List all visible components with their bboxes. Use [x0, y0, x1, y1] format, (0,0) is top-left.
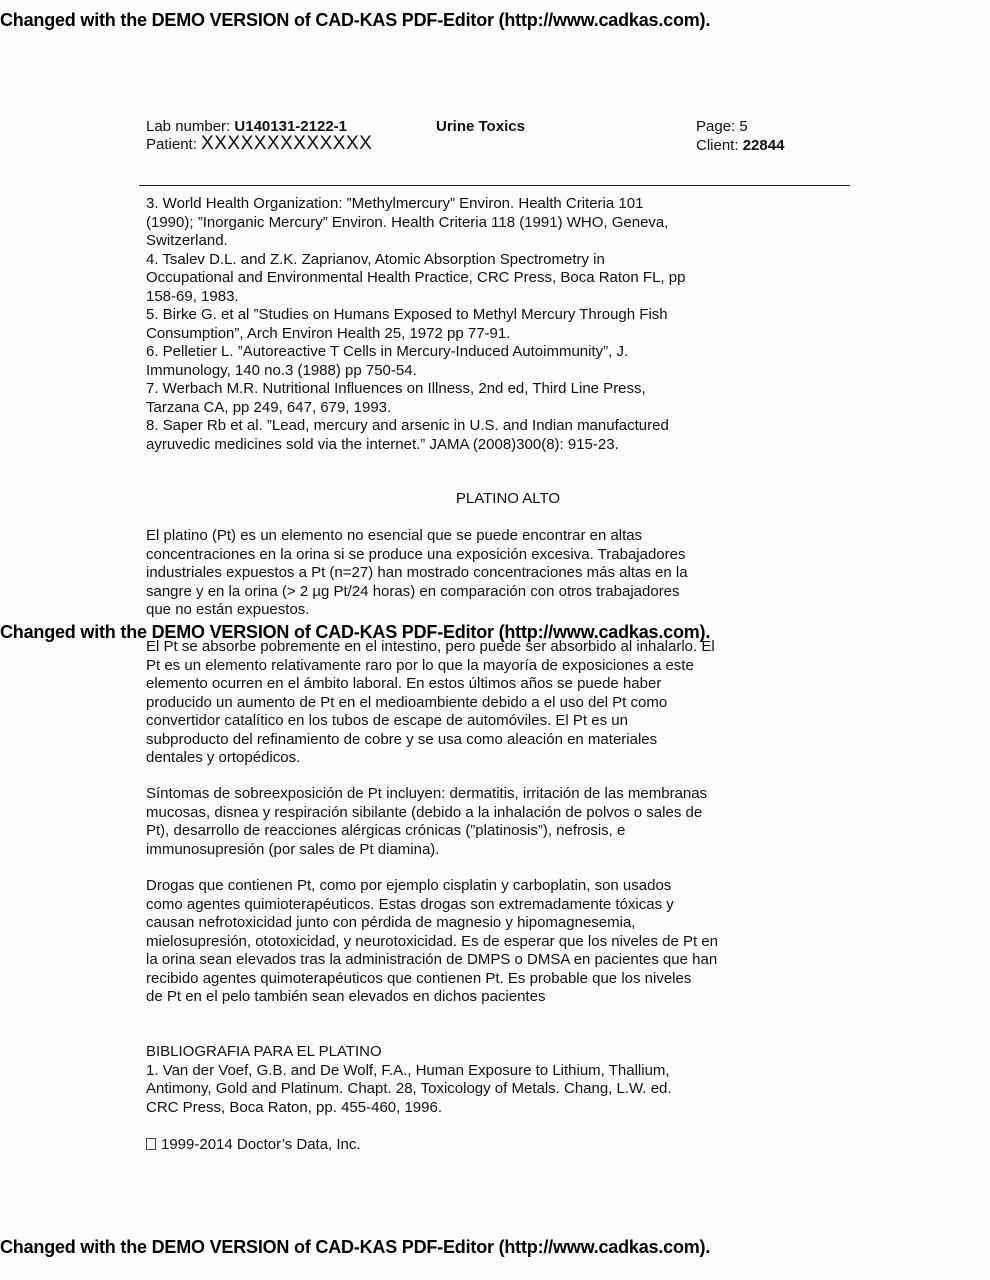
text-line: elemento ocurren en el ámbito laboral. En estos últimos años se puede haber	[146, 675, 662, 692]
text-line: subproducto del refinamiento de cobre y se usa como aleación en materiales	[146, 730, 658, 748]
client-value: 22844	[742, 137, 785, 154]
reference-line: Immunology, 140 no.3 (1988) pp 750-54.	[146, 361, 417, 379]
reference-line: Tarzana CA, pp 249, 647, 679, 1993.	[146, 398, 392, 416]
text-line: El Pt se absorbe pobremente en el intestino, pero puede ser absorbido al inhalarlo. El	[146, 638, 715, 655]
text-line: que no están expuestos.	[146, 601, 310, 618]
page-value: 5	[739, 118, 748, 135]
paragraph-absorption	[146, 638, 766, 768]
paragraph-intro	[146, 527, 766, 620]
reference-item	[146, 380, 766, 417]
text-line: la orina sean elevados tras la administración de DMPS o DMSA en pacientes que han	[146, 951, 718, 968]
bibliography-line: Antimony, Gold and Platinum. Chapt. 28, Toxicology of Metals. Chang, L.W. ed.	[146, 1080, 672, 1097]
reference-line: Consumption”, Arch Environ Health 25, 1972 pp 77-91.	[146, 324, 511, 342]
text-line: como agentes quimioterapéuticos. Estas drogas son extremadamente tóxicas y	[146, 895, 674, 913]
client	[696, 136, 784, 155]
reference-line: ayruvedic medicines sold via the internet.” JAMA (2008)300(8): 915-23.	[146, 435, 619, 453]
text-line: sangre y en la orina (> 2 µg Pt/24 horas) en comparación con otros trabajadores	[146, 582, 680, 600]
copyright-notice	[146, 1136, 361, 1155]
reference-item	[146, 343, 766, 380]
copyright-symbol-icon	[146, 1138, 156, 1150]
text-line: El platino (Pt) es un elemento no esencial que se puede encontrar en altas	[146, 527, 643, 544]
text-line: producido un aumento de Pt en el medioambiente debido a el uso del Pt como	[146, 693, 668, 711]
demo-watermark-top: Changed with the DEMO VERSION of CAD-KAS PDF-Editor (http://www.cadkas.com).	[0, 10, 711, 30]
demo-watermark-bottom: Changed with the DEMO VERSION of CAD-KAS PDF-Editor (http://www.cadkas.com).	[0, 1237, 711, 1257]
patient	[146, 134, 372, 154]
reference-line: 3. World Health Organization: ”Methylmercury” Environ. Health Criteria 101	[146, 195, 644, 212]
text-line: mielosupresión, ototoxicidad, y neurotoxicidad. Es de esperar que los niveles de Pt en	[146, 932, 718, 950]
report-title	[436, 117, 525, 136]
reference-line: 7. Werbach M.R. Nutritional Influences on Illness, 2nd ed, Third Line Press,	[146, 380, 646, 397]
text-line: mucosas, disnea y respiración sibilante (debido a la inhalación de polvos o sales de	[146, 803, 703, 821]
lab-number-label: Lab number:	[146, 118, 231, 135]
text-line: immunosupresión (por sales de Pt diamina).	[146, 840, 440, 858]
text-line: industriales expuestos a Pt (n=27) han mostrado concentraciones más altas en la	[146, 564, 688, 581]
bibliography-line: CRC Press, Boca Raton, pp. 455-460, 1996.	[146, 1098, 443, 1116]
reference-line: 5. Birke G. et al ”Studies on Humans Exposed to Methyl Mercury Through Fish	[146, 306, 668, 323]
text-line: Pt es un elemento relativamente raro por lo que la mayoría de exposiciones a este	[146, 656, 694, 674]
reference-line: 4. Tsalev D.L. and Z.K. Zaprianov, Atomic Absorption Spectrometry in	[146, 250, 605, 268]
text-line: de Pt en el pelo también sean elevados en dichos pacientes	[146, 988, 546, 1005]
header-divider	[139, 185, 850, 186]
lab-number-value: U140131-2122-1	[234, 118, 347, 135]
text-line: causan nefrotoxicidad junto con pérdida de magnesio y hipomagnesemia,	[146, 914, 636, 931]
reference-line: 158-69, 1983.	[146, 287, 239, 305]
page-label: Page:	[696, 118, 736, 135]
page-number	[696, 117, 748, 136]
client-label: Client:	[696, 137, 739, 154]
reference-line: (1990); ”Inorganic Mercury” Environ. Health Criteria 118 (1991) WHO, Geneva,	[146, 213, 669, 231]
reference-line: 8. Saper Rb et al. ”Lead, mercury and arsenic in U.S. and Indian manufactured	[146, 417, 669, 434]
text-line: concentraciones en la orina si se produce una exposición excesiva. Trabajadores	[146, 545, 686, 563]
reference-item	[146, 195, 766, 251]
bibliography	[146, 1043, 766, 1117]
reference-line: Occupational and Environmental Health Practice, CRC Press, Boca Raton FL, pp	[146, 269, 686, 286]
text-line: Drogas que contienen Pt, como por ejemplo cisplatin y carboplatin, son usados	[146, 877, 672, 894]
text-line: Síntomas de sobreexposición de Pt incluyen: dermatitis, irritación de las membranas	[146, 785, 708, 802]
report-title-text: Urine Toxics	[436, 118, 525, 135]
text-line: Pt), desarrollo de reacciones alérgicas crónicas (”platinosis”), nefrosis, e	[146, 822, 626, 839]
reference-line: 6. Pelletier L. ”Autoreactive T Cells in Mercury-Induced Autoimmunity”, J.	[146, 343, 629, 360]
text-line: convertidor catalítico en los tubos de escape de automóviles. El Pt es un	[146, 712, 628, 729]
patient-label: Patient:	[146, 136, 197, 153]
reference-item	[146, 417, 766, 454]
text-line: dentales y ortopédicos.	[146, 749, 301, 766]
section-title: PLATINO ALTO	[455, 490, 561, 507]
bibliography-line: 1. Van der Voef, G.B. and De Wolf, F.A., Human Exposure to Lithium, Thallium,	[146, 1061, 670, 1079]
references-list	[146, 195, 766, 454]
reference-line: Switzerland.	[146, 232, 228, 249]
paragraph-symptoms	[146, 785, 766, 859]
copyright-text: 1999-2014 Doctor’s Data, Inc.	[161, 1136, 361, 1153]
text-line: recibido agentes quimoterapéuticos que contienen Pt. Es probable que los niveles	[146, 969, 692, 987]
bibliography-title: BIBLIOGRAFIA PARA EL PLATINO	[146, 1043, 382, 1060]
demo-watermark-middle: Changed with the DEMO VERSION of CAD-KAS PDF-Editor (http://www.cadkas.com).	[0, 622, 711, 642]
patient-value: XXXXXXXXXXXXX	[201, 133, 373, 154]
paragraph-drugs	[146, 877, 766, 1007]
reference-item	[146, 306, 766, 343]
reference-item	[146, 251, 766, 307]
